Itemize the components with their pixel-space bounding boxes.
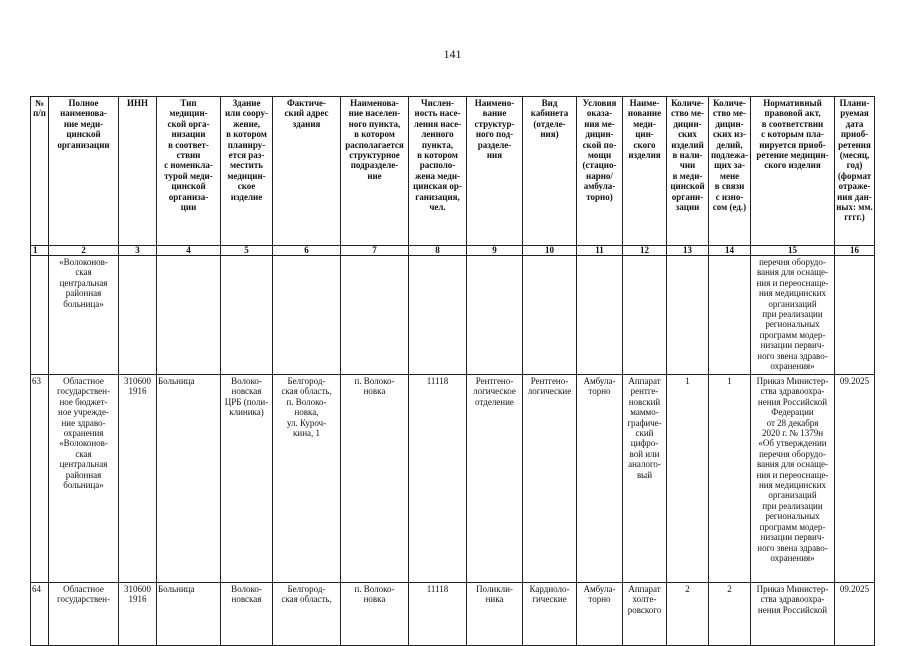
header-cell: Полное наименова- ние меди- цинской организации — [49, 97, 119, 246]
table-cell: Рентгено- логическое отделение — [467, 375, 523, 583]
equipment-table — [30, 96, 875, 646]
table-cell — [523, 256, 577, 375]
table-cell — [157, 256, 221, 375]
table-cell: 11118 — [409, 583, 467, 646]
column-number: 13 — [667, 246, 709, 256]
table-cell: 1 — [667, 375, 709, 583]
header-cell: Наимено- вание структур- ного под- разделе- ния — [467, 97, 523, 246]
table-cell: Аппарат рентге- новский маммо- графиче- ский цифро- вой или аналого- вый — [623, 375, 667, 583]
header-cell: Тип медицин- ской орга- низации в соответ- ствии с номенкла- турой меди- цинской организа- ции — [157, 97, 221, 246]
column-number-row — [31, 246, 875, 256]
page-number: 141 — [443, 47, 462, 61]
table-cell — [409, 256, 467, 375]
header-cell: Числен- ность насе- ления насе- ленного пункта, в котором располо- жена меди- цинская ор- ганизация, чел. — [409, 97, 467, 246]
table-cell: 310600 1916 — [119, 375, 157, 583]
table-cell: Амбула- торно — [577, 583, 623, 646]
column-number: 7 — [341, 246, 409, 256]
table-cell: Волоко- новская — [221, 583, 273, 646]
column-number: 15 — [751, 246, 835, 256]
column-number: 8 — [409, 246, 467, 256]
header-row — [31, 97, 875, 246]
table-cell — [467, 256, 523, 375]
table-cell: Областное государствен- — [49, 583, 119, 646]
header-cell: Наиме- нование меди- цин- ского изделия — [623, 97, 667, 246]
table-cell: Кардиоло- гические — [523, 583, 577, 646]
header-cell: Плани- руемая дата приоб- ретения (месяц, год) (формат отраже- ния дан- ных: мм. гггг.) — [835, 97, 875, 246]
header-cell: Вид кабинета (отделе- ния) — [523, 97, 577, 246]
table-row — [31, 256, 875, 375]
table-cell: Аппарат холте- ровского — [623, 583, 667, 646]
table-cell — [119, 256, 157, 375]
table-cell — [221, 256, 273, 375]
row-number: 63 — [31, 375, 49, 583]
column-number: 9 — [467, 246, 523, 256]
table-cell — [835, 256, 875, 375]
table-cell: перечня оборудо- вания для оснаще- ния и переоснаще- ния медицинских организаций при реализации региональных программ модер- низации первич- ного звена здраво- охранения» — [751, 256, 835, 375]
header-cell: Здание или соору- жение, в котором планиру- ется раз- местить медицин- ское изделие — [221, 97, 273, 246]
header-cell: Количе- ство ме- дицин- ских из- делий, подлежа- щих за- мене в связи с изно- сом (ед.) — [709, 97, 751, 246]
table-cell: Поликли- ника — [467, 583, 523, 646]
table-cell — [273, 256, 341, 375]
table-cell: «Волоконов- ская центральная районная больница» — [49, 256, 119, 375]
column-number: 3 — [119, 246, 157, 256]
column-number: 10 — [523, 246, 577, 256]
table-cell: 09.2025 — [835, 375, 875, 583]
column-number: 2 — [49, 246, 119, 256]
column-number: 6 — [273, 246, 341, 256]
table-row — [31, 375, 875, 583]
header-cell: Количе- ство ме- дицин- ских изделий в нали- чии в меди- цинской органи- зации — [667, 97, 709, 246]
header-cell: Условия оказа- ния ме- дицин- ской по- мощи (стацио- нарно/ амбула- торно) — [577, 97, 623, 246]
header-cell: Фактиче- ский адрес здания — [273, 97, 341, 246]
header-cell: Нормативный правовой акт, в соответствии с которым пла- нируется приоб- ретение медицин- ского изделия — [751, 97, 835, 246]
table-cell: 2 — [667, 583, 709, 646]
table-cell — [341, 256, 409, 375]
table-cell: 2 — [709, 583, 751, 646]
header-cell: Наименова- ние населен- ного пункта, в котором располагается структурное подразделе- ние — [341, 97, 409, 246]
table-cell: Белгород- ская область, п. Волоко- новка, ул. Куроч- кина, 1 — [273, 375, 341, 583]
table-cell: Белгород- ская область, — [273, 583, 341, 646]
table-cell: 11118 — [409, 375, 467, 583]
header-cell: № п/п — [31, 97, 49, 246]
table-cell: 310600 1916 — [119, 583, 157, 646]
table-cell: 09.2025 — [835, 583, 875, 646]
column-number: 16 — [835, 246, 875, 256]
row-number: 64 — [31, 583, 49, 646]
table-cell — [667, 256, 709, 375]
table-cell — [577, 256, 623, 375]
table-cell: п. Волоко- новка — [341, 375, 409, 583]
column-number: 11 — [577, 246, 623, 256]
table-cell: Приказ Министер- ства здравоохра- нения Российской Федерации от 28 декабря 2020 г. № 1379н «Об утверждении перечня оборудо- вания для оснаще- ния и переоснаще- ния медицинских организаций при реализации региональных программ модер- низации первич- ного звена здраво- охранения» — [751, 375, 835, 583]
column-number: 12 — [623, 246, 667, 256]
table-cell: Приказ Министер- ства здравоохра- нения Российской — [751, 583, 835, 646]
table-cell: 1 — [709, 375, 751, 583]
table-cell — [31, 256, 49, 375]
header-cell: ИНН — [119, 97, 157, 246]
table-cell: Амбула- торно — [577, 375, 623, 583]
column-number: 4 — [157, 246, 221, 256]
table-cell — [709, 256, 751, 375]
table-cell: Больница — [157, 375, 221, 583]
column-number: 14 — [709, 246, 751, 256]
column-number: 1 — [31, 246, 49, 256]
table-cell: п. Волоко- новка — [341, 583, 409, 646]
table-row — [31, 583, 875, 646]
column-number: 5 — [221, 246, 273, 256]
table-cell: Больница — [157, 583, 221, 646]
table-cell — [623, 256, 667, 375]
table-cell: Волоко- новская ЦРБ (поли- клиника) — [221, 375, 273, 583]
table-cell: Областное государствен- ное бюджет- ное учрежде- ние здраво- охранения «Волоконов- ская центральная районная больница» — [49, 375, 119, 583]
table-cell: Рентгено- логические — [523, 375, 577, 583]
